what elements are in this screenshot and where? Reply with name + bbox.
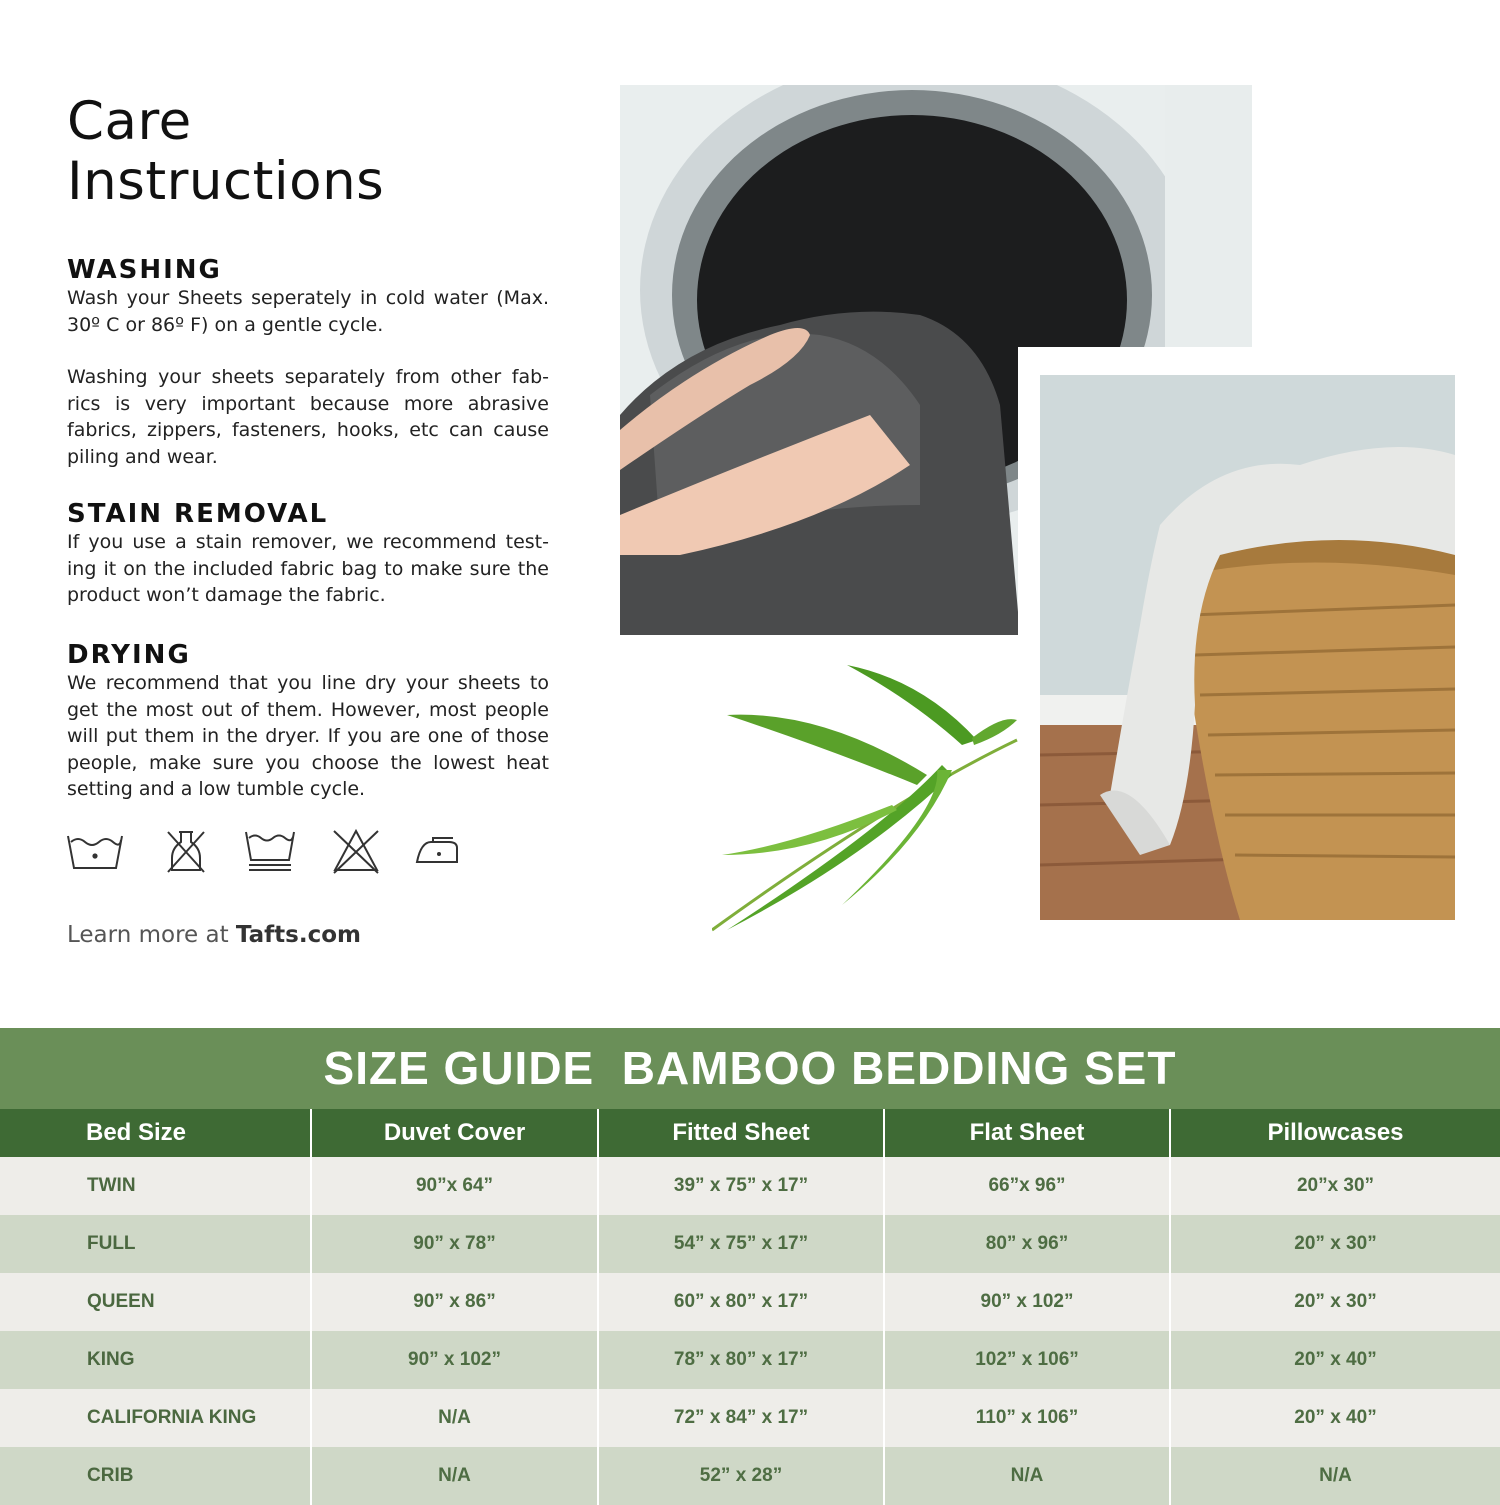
- washing-text-1: Wash your Sheets seperately in cold water (Max. 30º C or 86º F) on a gentle cycle.: [67, 287, 549, 336]
- cell-bed-size: CRIB: [0, 1447, 311, 1505]
- cell-flat-sheet: 90” x 102”: [884, 1273, 1170, 1331]
- title-line-1: Care: [67, 91, 192, 152]
- care-symbols: [65, 826, 461, 876]
- cell-flat-sheet: 80” x 96”: [884, 1215, 1170, 1273]
- cell-pillowcases: 20” x 40”: [1170, 1389, 1500, 1447]
- bamboo-leaves-image: [712, 660, 1022, 935]
- cell-flat-sheet: 102” x 106”: [884, 1331, 1170, 1389]
- header-fitted-sheet: Fitted Sheet: [598, 1109, 884, 1157]
- cell-fitted-sheet: 78” x 80” x 17”: [598, 1331, 884, 1389]
- stain-removal-heading: STAIN REMOVAL: [67, 499, 329, 529]
- washing-heading: WASHING: [67, 255, 222, 285]
- drying-heading: DRYING: [67, 640, 191, 670]
- washing-text-2: Washing your sheets separately from other fab-rics is very important because more abrasive fabrics, zippers, fasteners, hooks, etc can cause piling and wear.: [67, 366, 549, 468]
- washing-section: [67, 255, 549, 470]
- table-header-row: [0, 1109, 1500, 1157]
- cell-bed-size: CALIFORNIA KING: [0, 1389, 311, 1447]
- cell-flat-sheet: 66”x 96”: [884, 1157, 1170, 1215]
- table-row: [0, 1273, 1500, 1331]
- table-row: [0, 1157, 1500, 1215]
- cell-fitted-sheet: 54” x 75” x 17”: [598, 1215, 884, 1273]
- cell-fitted-sheet: 60” x 80” x 17”: [598, 1273, 884, 1331]
- drying-section: [67, 640, 549, 803]
- header-duvet-cover: Duvet Cover: [311, 1109, 598, 1157]
- size-guide-title: SIZE GUIDE BAMBOO BEDDING SET: [0, 1028, 1500, 1109]
- website-link[interactable]: Tafts.com: [235, 922, 361, 948]
- cell-pillowcases: 20”x 30”: [1170, 1157, 1500, 1215]
- header-pillowcases: Pillowcases: [1170, 1109, 1500, 1157]
- cell-flat-sheet: N/A: [884, 1447, 1170, 1505]
- cell-bed-size: FULL: [0, 1215, 311, 1273]
- care-title-block: [67, 92, 549, 212]
- page-title: [67, 92, 549, 212]
- cell-duvet-cover: N/A: [311, 1389, 598, 1447]
- header-flat-sheet: Flat Sheet: [884, 1109, 1170, 1157]
- cell-pillowcases: 20” x 30”: [1170, 1273, 1500, 1331]
- cell-fitted-sheet: 52” x 28”: [598, 1447, 884, 1505]
- learn-more-line: [67, 922, 361, 948]
- cell-duvet-cover: 90”x 64”: [311, 1157, 598, 1215]
- size-guide-section: [0, 1028, 1500, 1500]
- cell-duvet-cover: 90” x 102”: [311, 1331, 598, 1389]
- header-bed-size: Bed Size: [0, 1109, 311, 1157]
- cell-bed-size: QUEEN: [0, 1273, 311, 1331]
- cell-duvet-cover: N/A: [311, 1447, 598, 1505]
- gentle-wash-icon: [243, 826, 297, 876]
- table-row: [0, 1447, 1500, 1505]
- cell-pillowcases: N/A: [1170, 1447, 1500, 1505]
- table-row: [0, 1215, 1500, 1273]
- title-line-2: Instructions: [67, 151, 385, 212]
- cell-fitted-sheet: 39” x 75” x 17”: [598, 1157, 884, 1215]
- stain-removal-section: [67, 499, 549, 609]
- size-guide-table: [0, 1109, 1500, 1505]
- cell-duvet-cover: 90” x 86”: [311, 1273, 598, 1331]
- laundry-basket-photo: [1040, 375, 1455, 920]
- learn-more-prefix: Learn more at: [67, 922, 229, 948]
- cell-bed-size: TWIN: [0, 1157, 311, 1215]
- iron-low-icon: [413, 826, 461, 876]
- cell-pillowcases: 20” x 40”: [1170, 1331, 1500, 1389]
- table-row: [0, 1389, 1500, 1447]
- cell-flat-sheet: 110” x 106”: [884, 1389, 1170, 1447]
- stain-removal-text: If you use a stain remover, we recommend test-ing it on the included fabric bag to make sure the product won’t damage the fabric.: [67, 531, 549, 606]
- cell-duvet-cover: 90” x 78”: [311, 1215, 598, 1273]
- no-tumble-dry-icon: [331, 826, 381, 876]
- no-bleach-icon: [163, 826, 209, 876]
- cell-bed-size: KING: [0, 1331, 311, 1389]
- cell-pillowcases: 20” x 30”: [1170, 1215, 1500, 1273]
- table-row: [0, 1331, 1500, 1389]
- cell-fitted-sheet: 72” x 84” x 17”: [598, 1389, 884, 1447]
- wash-30-icon: [65, 826, 125, 876]
- drying-text: We recommend that you line dry your sheets to get the most out of them. However, most people will put them in the dryer. If you are one of those people, make sure you choose the lowest heat setting and a low tumble cycle.: [67, 672, 549, 800]
